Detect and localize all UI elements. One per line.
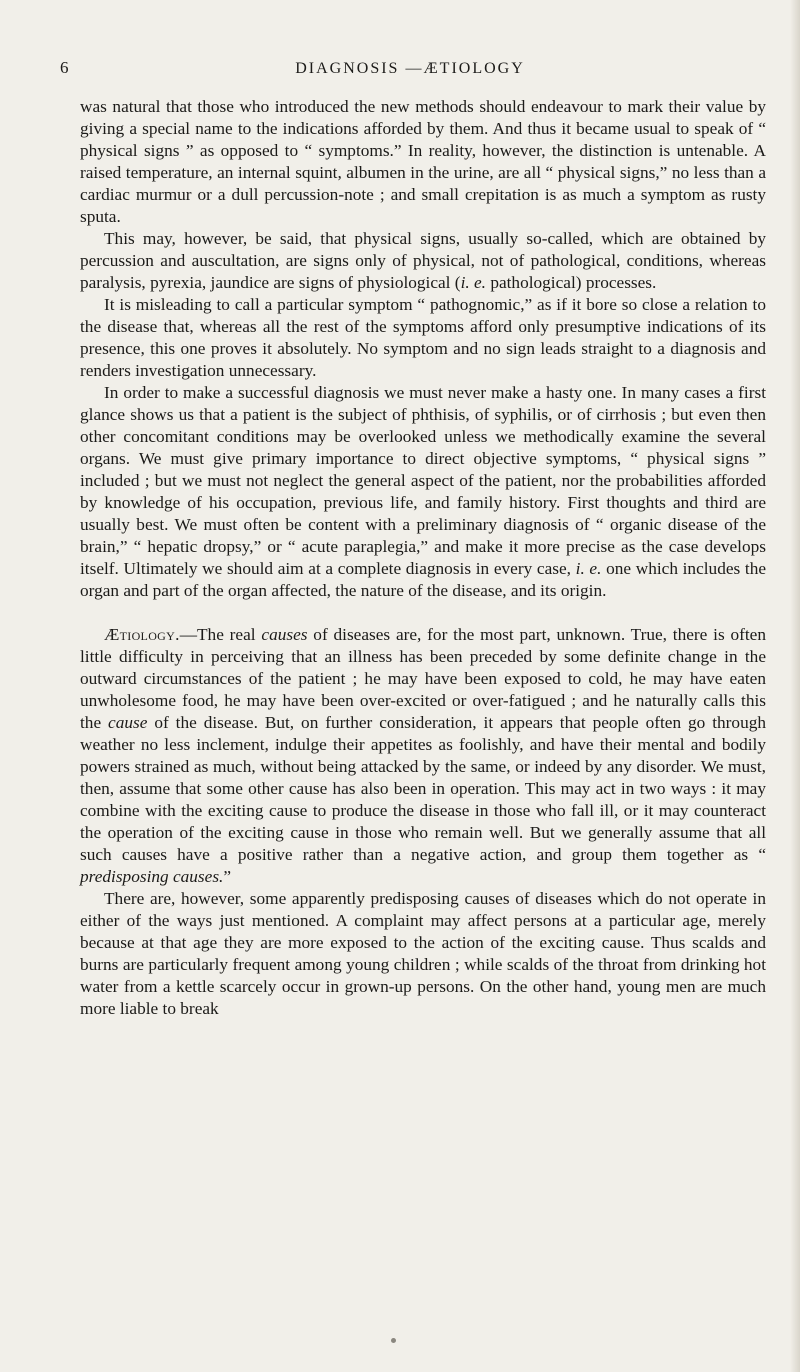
paragraph-4: In order to make a successful diagnosis we must never make a hasty one. In many cases a first glance shows us that a patient is the subject of phthisis, of syphilis, or of cirrhosis ; but even then other concomitant conditions may be overlooked unless we methodically examine the several organs. We must give primary importance to direct objective symptoms, “ physical signs ” included ; but we must not neglect the general aspect of the patient, nor the probabilities afforded by knowledge of his occupation, previous life, and family history. First thoughts and third are usually best. We must often be content with a preliminary diagnosis of “ organic disease of the brain,” “ hepatic dropsy,” or “ acute paraplegia,” and make it more precise as the case develops itself. Ultimately we should aim at a complete diagnosis in every case, i. e. one which includes the organ and part of the organ affected, the nature of the disease, and its origin. [80,383,767,600]
paragraph-2: This may, however, be said, that physical signs, usually so-called, which are obtained by percussion and auscultation, are signs only of physical, not of pathological, conditions, whereas paralysis, pyrexia, jaundice are signs of physiological (i. e. pathological) processes. [80,229,766,292]
paragraph-6: There are, however, some apparently predisposing causes of diseases which do not operate in either of the ways just mentioned. A complaint may affect persons at a particular age, merely because at that age they are more exposed to the action of the exciting cause. Thus scalds and burns are particularly frequent among young children ; while scalds of the throat from drinking hot water from a kettle scarcely occur in grown-up persons. On the other hand, young men are much more liable to break [80,889,766,1018]
page-header [60,58,760,84]
page-number: 6 [60,58,69,77]
page-edge-shadow [790,0,800,1372]
paragraph-1: was natural that those who introduced the new methods should endeavour to mark their value by giving a special name to the indications afforded by them. And thus it became usual to speak of “ physical signs ” as opposed to “ symptoms.” In reality, however, the distinction is untenable. A raised temperature, an internal squint, albumen in the urine, are all “ physical signs,” no less than a cardiac murmur or a dull percussion-note ; and small crepitation is as much a symptom as rusty sputa. [80,97,766,226]
paragraph-aetiology: Ætiology.—The real causes of diseases are, for the most part, unknown. True, there is often little difficulty in perceiving that an illness has been preceded by some definite change in the outward circumstances of the patient ; he may have been exposed to cold, he may have eaten unwholesome food, he may have been over-excited or over-fatigued ; and he naturally calls this the cause of the disease. But, on further consideration, it appears that people often go through weather no less inclement, indulge their appetites as foolishly, and have their mental and bodily powers strained as much, without being attacked by the same, or indeed by any disorder. We must, then, assume that some other cause has also been in operation. This may act in two ways : it may combine with the exciting cause to produce the disease in those who fall ill, or it may counteract the operation of the exciting cause in those who remain well. But we generally assume that all such causes have a positive rather than a negative action, and group them together as “ predisposing causes.” [80,625,766,886]
section-heading-aetiology: Ætiology. [104,625,180,644]
body-text [80,96,766,1020]
print-speck [391,1338,396,1343]
paragraph-3: It is misleading to call a particular symptom “ pathognomic,” as if it bore so close a relation to the disease that, whereas all the rest of the symptoms afford only presumptive indications of its presence, this one proves it absolutely. No symptom and no sign leads straight to a diagnosis and renders investigation unnecessary. [80,295,766,380]
running-head: DIAGNOSIS —ÆTIOLOGY [295,60,525,77]
